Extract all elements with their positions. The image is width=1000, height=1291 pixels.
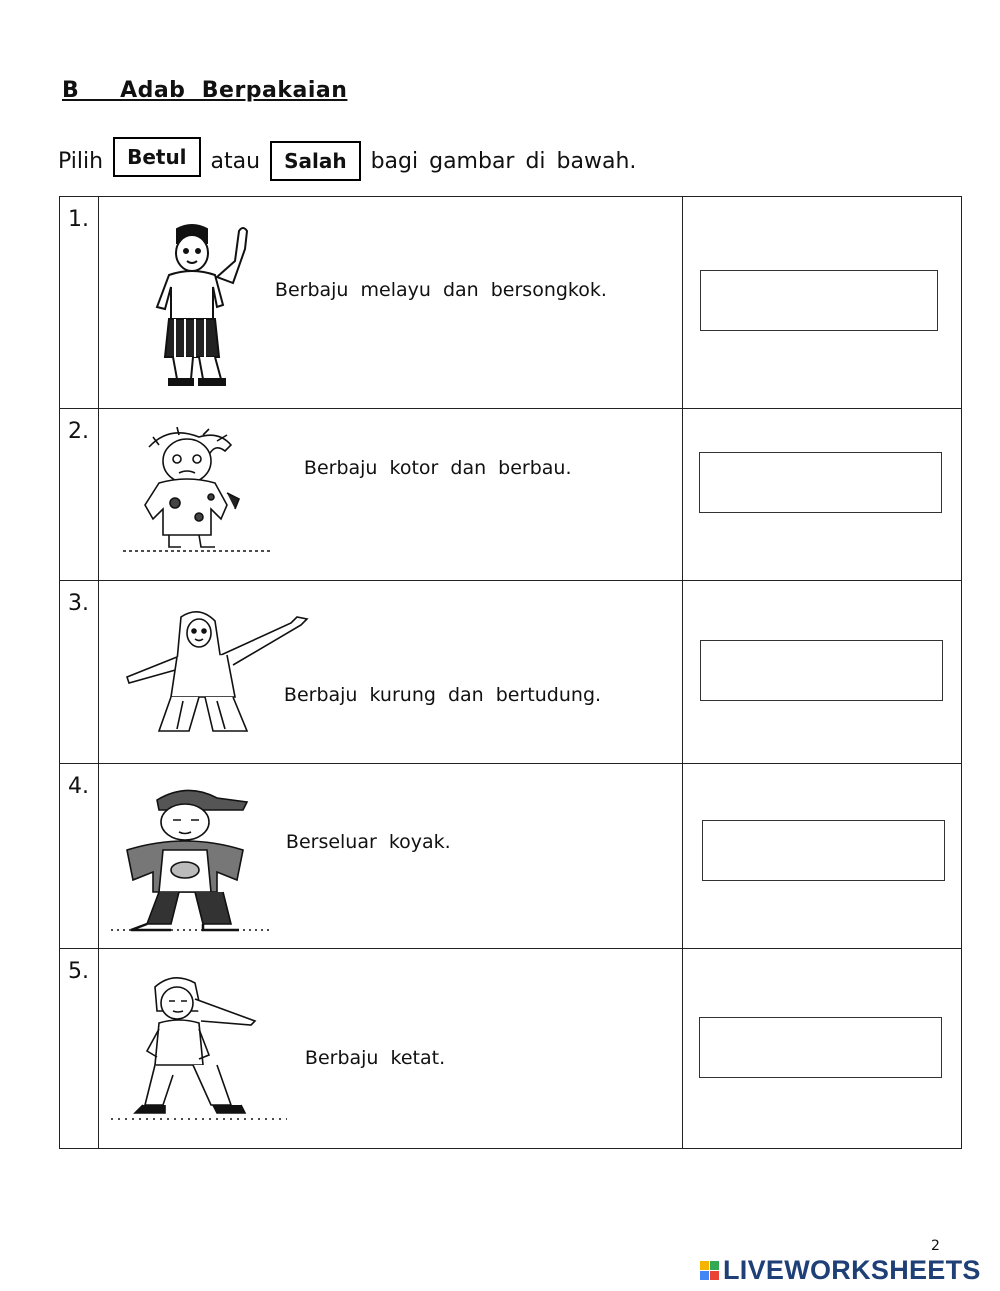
item-number-cell — [60, 949, 99, 1149]
table-row — [60, 949, 962, 1149]
item-number: 1. — [68, 207, 89, 232]
item-number: 5. — [68, 959, 89, 984]
item-answer-cell — [682, 764, 961, 949]
girl-tight-clothes-illustration — [109, 973, 289, 1125]
instruction-suffix: bagi gambar di bawah. — [370, 148, 637, 174]
item-description: Berbaju kurung dan bertudung. — [283, 684, 602, 706]
girl-baju-kurung-illustration — [121, 607, 321, 737]
instruction-middle: atau — [210, 148, 261, 174]
logo-mark-icon — [700, 1261, 719, 1280]
boy-torn-trousers-illustration — [107, 784, 273, 934]
item-answer-cell — [682, 581, 961, 764]
item-number: 2. — [68, 419, 89, 444]
answer-box[interactable] — [702, 820, 945, 881]
item-description: Berbaju ketat. — [304, 1047, 446, 1069]
item-description: Berseluar koyak. — [285, 831, 451, 853]
item-picture-cell — [98, 949, 682, 1149]
item-description: Berbaju melayu dan bersongkok. — [274, 279, 607, 301]
item-picture-cell — [98, 764, 682, 949]
item-number: 3. — [68, 591, 89, 616]
liveworksheets-logo — [700, 1255, 981, 1285]
item-picture-cell — [98, 409, 682, 581]
option-salah-label: Salah — [270, 141, 361, 181]
page-number: 2 — [931, 1238, 940, 1254]
logo-text: LIVEWORKSHEETS — [723, 1254, 981, 1285]
table-row — [60, 764, 962, 949]
instruction — [58, 136, 636, 186]
item-number-cell — [60, 764, 99, 949]
option-betul-label: Betul — [113, 137, 200, 177]
worksheet-table — [59, 196, 962, 1149]
instruction-prefix: Pilih — [58, 148, 104, 174]
answer-box[interactable] — [699, 452, 942, 513]
table-row — [60, 581, 962, 764]
item-picture-cell — [98, 197, 682, 409]
item-number-cell — [60, 409, 99, 581]
table-row — [60, 409, 962, 581]
answer-box[interactable] — [699, 1017, 942, 1078]
item-number-cell — [60, 197, 99, 409]
item-answer-cell — [682, 197, 961, 409]
section-heading: B Adab Berpakaian — [62, 78, 348, 103]
boy-baju-melayu-illustration — [139, 219, 264, 389]
boy-dirty-clothes-illustration — [119, 427, 279, 555]
item-description: Berbaju kotor dan berbau. — [303, 457, 572, 479]
answer-box[interactable] — [700, 640, 943, 701]
item-answer-cell — [682, 409, 961, 581]
table-row — [60, 197, 962, 409]
item-picture-cell — [98, 581, 682, 764]
item-answer-cell — [682, 949, 961, 1149]
answer-box[interactable] — [700, 270, 938, 331]
item-number: 4. — [68, 774, 89, 799]
item-number-cell — [60, 581, 99, 764]
